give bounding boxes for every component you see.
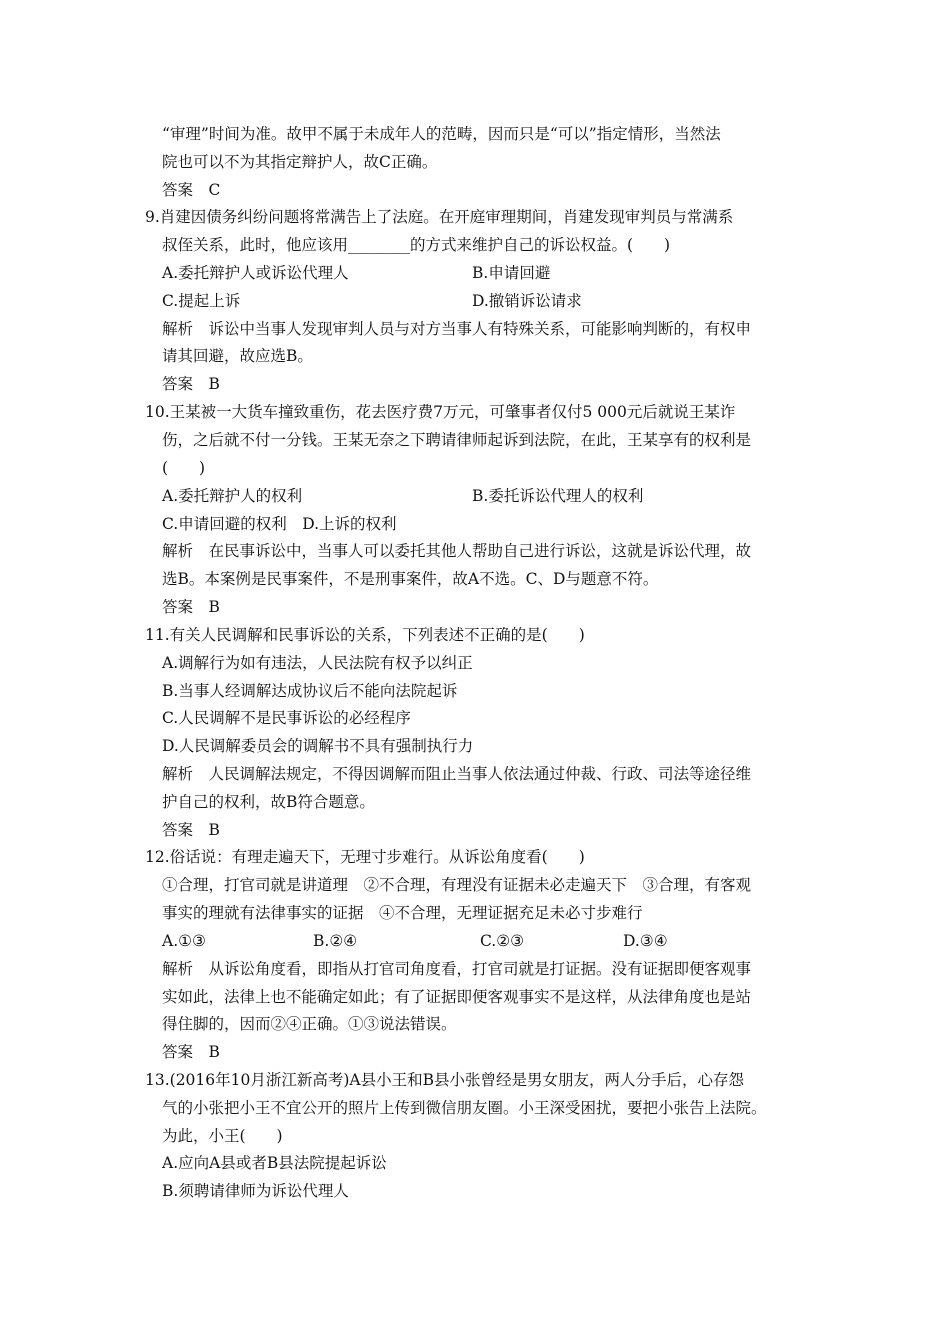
q13-option-b: B.须聘请律师为诉讼代理人 [162,1182,349,1200]
q11-answer: 答案 B [162,821,220,839]
q9-analysis-line-1: 解析 诉讼中当事人发现审判人员与对方当事人有特殊关系，可能影响判断的，有权申 [162,320,752,338]
q12-analysis-line-2: 实如此，法律上也不能确定如此；有了证据即便客观事实不是这样，从法律角度也是站 [162,988,752,1006]
q10-stem-line-3: ( ) [162,459,206,477]
q9-stem-line-2: 叔侄关系，此时，他应该用________的方式来维护自己的诉讼权益。( ) [162,236,671,254]
q12-option-d: D.③④ [623,932,668,950]
q12-answer: 答案 B [162,1043,220,1061]
q8-analysis-line-1: “审理”时间为准。故甲不属于未成年人的范畴，因而只是“可以”指定情形，当然法 [162,125,721,143]
q9-analysis-line-2: 请其回避，故应选B。 [162,347,313,365]
q8-analysis-line-2: 院也可以不为其指定辩护人，故C正确。 [162,153,438,171]
q10-option-a: A.委托辩护人的权利 [162,487,303,505]
q11-stem: 11.有关人民调解和民事诉讼的关系，下列表述不正确的是( ) [145,626,585,644]
q9-option-c: C.提起上诉 [162,292,241,310]
q11-option-c: C.人民调解不是民事诉讼的必经程序 [162,709,411,727]
q13-stem-line-1: 13.(2016年10月浙江新高考)A县小王和B县小张曾经是男女朋友，两人分手后，心存怨 [145,1071,745,1089]
q13-option-a: A.应向A县或者B县法院提起诉讼 [162,1154,387,1172]
q10-analysis-line-1: 解析 在民事诉讼中，当事人可以委托其他人帮助自己进行诉讼，这就是诉讼代理，故 [162,542,752,560]
q11-option-d: D.人民调解委员会的调解书不具有强制执行力 [162,737,474,755]
q12-items-line-1: ①合理，打官司就是讲道理 ②不合理，有理没有证据未必走遍天下 ③合理，有客观 [162,876,752,894]
q11-option-a: A.调解行为如有违法，人民法院有权予以纠正 [162,654,473,672]
q13-stem-line-2: 气的小张把小王不宜公开的照片上传到微信朋友圈。小王深受困扰，要把小张告上法院。 [162,1099,767,1117]
q10-option-b: B.委托诉讼代理人的权利 [472,487,644,505]
q10-stem-line-1: 10.王某被一大货车撞致重伤，花去医疗费7万元，可肇事者仅付5 000元后就说王某诈 [145,403,736,421]
q9-option-d: D.撤销诉讼请求 [472,292,582,310]
q12-analysis-line-1: 解析 从诉讼角度看，即指从打官司角度看，打官司就是打证据。没有证据即便客观事 [162,960,752,978]
q9-answer: 答案 B [162,375,220,393]
q12-option-c: C.②③ [480,932,525,950]
q10-stem-line-2: 伤，之后就不付一分钱。王某无奈之下聘请律师起诉到法院，在此，王某享有的权利是 [162,431,752,449]
q12-items-line-2: 事实的理就有法律事实的证据 ④不合理，无理证据充足未必寸步难行 [162,904,643,922]
q9-stem-line-1: 9.肖建因债务纠纷问题将常满告上了法庭。在开庭审理期间，肖建发现审判员与常满系 [145,208,734,226]
q10-analysis-line-2: 选B。本案例是民事案件，不是刑事案件，故A不选。C、D与题意不符。 [162,570,659,588]
q8-answer: 答案 C [162,181,221,199]
q10-answer: 答案 B [162,598,220,616]
q11-analysis-line-2: 护自己的权利，故B符合题意。 [162,793,375,811]
q12-option-b: B.②④ [313,932,358,950]
q10-option-cd: C.申请回避的权利 D.上诉的权利 [162,515,397,533]
q11-analysis-line-1: 解析 人民调解法规定，不得因调解而阻止当事人依法通过仲裁、行政、司法等途径维 [162,765,752,783]
q9-option-b: B.申请回避 [472,264,551,282]
q9-option-a: A.委托辩护人或诉讼代理人 [162,264,349,282]
q12-stem: 12.俗话说：有理走遍天下，无理寸步难行。从诉讼角度看( ) [145,848,585,866]
q11-option-b: B.当事人经调解达成协议后不能向法院起诉 [162,682,458,700]
q12-option-a: A.①③ [162,932,206,950]
q13-stem-line-3: 为此，小王( ) [162,1127,283,1145]
q12-analysis-line-3: 得住脚的，因而②④正确。①③说法错误。 [162,1015,457,1033]
